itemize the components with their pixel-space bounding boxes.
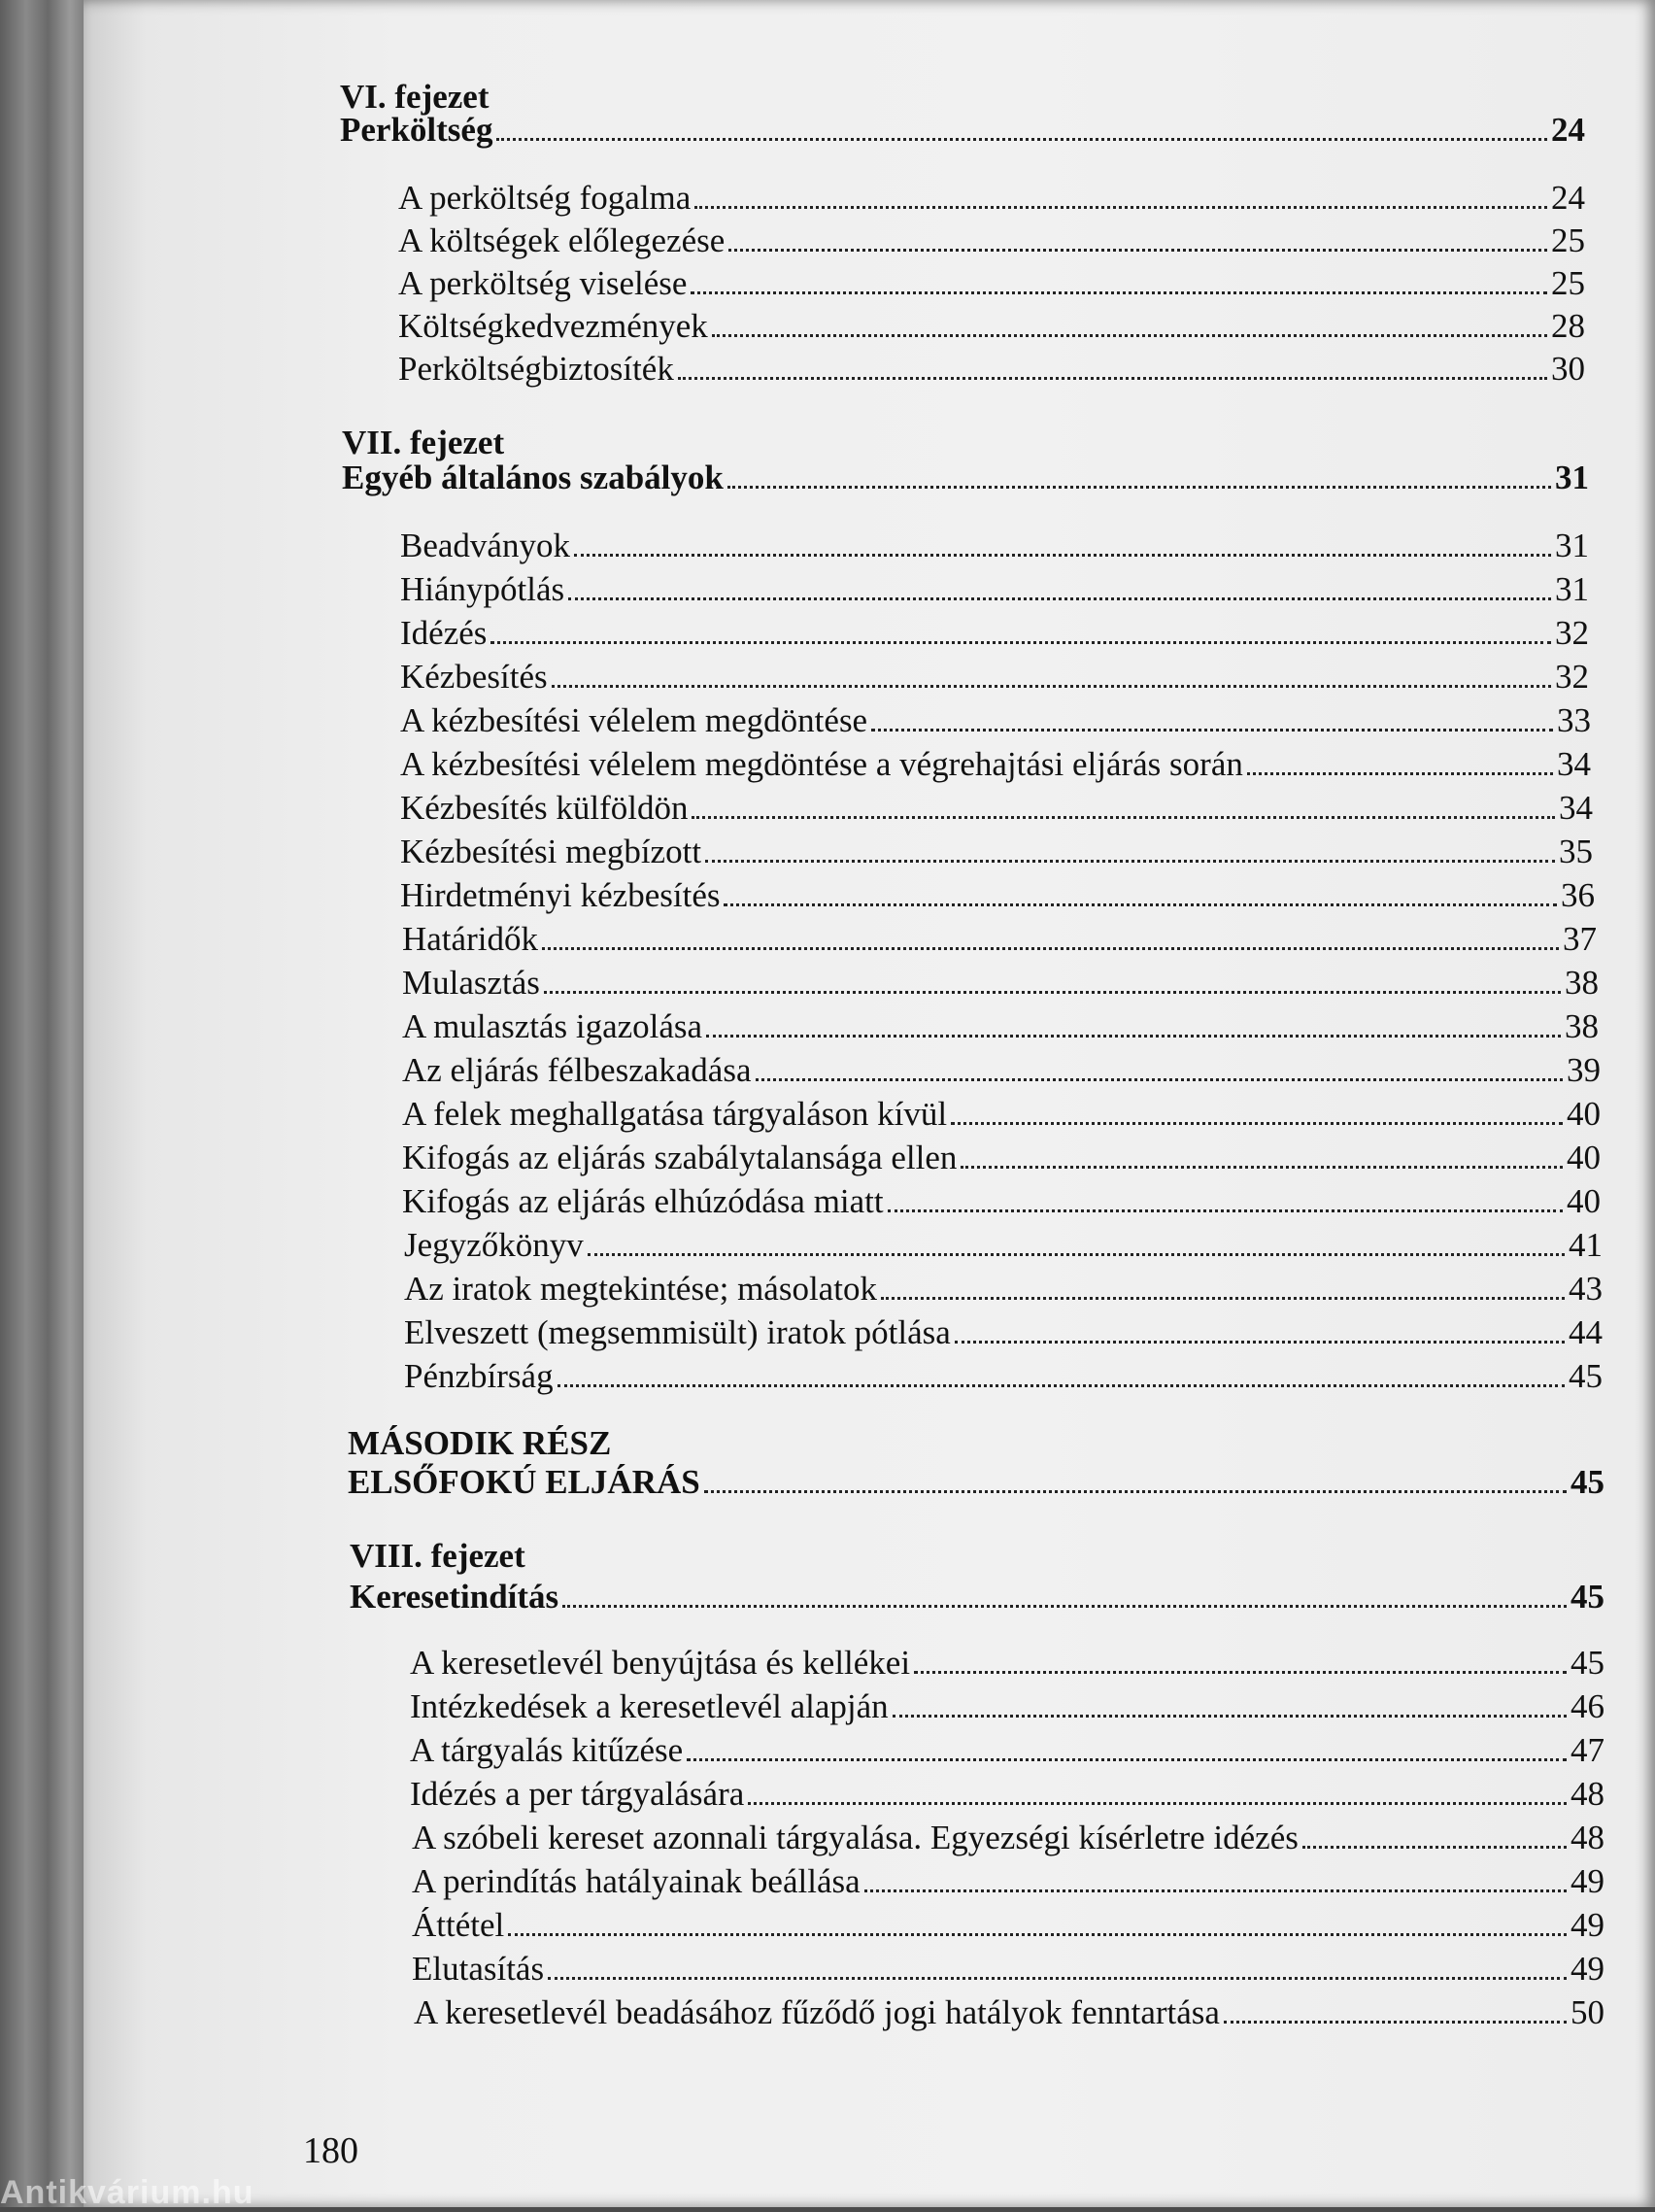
toc-page: 36: [1561, 876, 1595, 914]
dot-leader: [542, 922, 1559, 950]
toc-entry: [400, 525, 1589, 567]
toc-page: 30: [1551, 350, 1585, 388]
dot-leader: [678, 352, 1547, 380]
toc-page: 49: [1571, 1862, 1604, 1900]
toc-entry: [400, 831, 1593, 873]
chapter-label: VIII. fejezet: [350, 1537, 525, 1575]
chapter-heading: [340, 109, 1585, 152]
toc-title: Kézbesítés: [400, 658, 548, 696]
toc-entry: [404, 1355, 1603, 1398]
toc-title: A perköltség fogalma: [398, 179, 692, 217]
toc-entry: [398, 220, 1585, 262]
toc-page: 40: [1567, 1182, 1601, 1220]
dot-leader: [496, 113, 1547, 141]
dot-leader: [955, 1315, 1565, 1344]
toc-page: 43: [1569, 1270, 1603, 1308]
chapter-label: VII. fejezet: [342, 424, 505, 461]
toc-page: 45: [1571, 1644, 1604, 1682]
toc-entry: [412, 1948, 1604, 1991]
dot-leader: [961, 1140, 1563, 1169]
dot-leader: [748, 1777, 1567, 1805]
toc-page: 31: [1555, 527, 1589, 564]
toc-page: 38: [1565, 964, 1599, 1002]
dot-leader: [871, 703, 1553, 732]
dot-leader: [508, 1908, 1567, 1936]
toc-page: 48: [1571, 1819, 1604, 1856]
dot-leader: [727, 460, 1551, 489]
toc-title: Az iratok megtekintése; másolatok: [404, 1270, 877, 1308]
toc-entry: [402, 1049, 1601, 1092]
dot-leader: [728, 223, 1547, 252]
toc-entry: [412, 1817, 1604, 1859]
toc-entry: [414, 1991, 1604, 2034]
toc-page: 34: [1559, 789, 1593, 827]
toc-page: 25: [1551, 264, 1585, 302]
toc-title: Költségkedvezmények: [398, 307, 708, 345]
chapter-heading: [342, 457, 1589, 499]
toc-title: A költségek előlegezése: [398, 221, 726, 259]
toc-page: 24: [1551, 111, 1585, 149]
toc-page: 50: [1571, 1993, 1604, 2031]
dot-leader: [544, 966, 1561, 994]
toc-page: 28: [1551, 307, 1585, 345]
dot-leader: [1302, 1821, 1567, 1849]
toc-entry: [400, 787, 1593, 830]
chapter-label: VI. fejezet: [340, 78, 490, 116]
toc-entry: [402, 918, 1597, 961]
toc-title: A kézbesítési vélelem megdöntése a végrehajtási eljárás során: [400, 745, 1243, 783]
toc-entry: [412, 1860, 1604, 1903]
toc-page: 47: [1571, 1731, 1604, 1769]
toc-page: 31: [1555, 459, 1589, 496]
toc-entry: [404, 1268, 1603, 1310]
toc-title: Egyéb általános szabályok: [342, 459, 724, 496]
toc-title: Perköltség: [340, 111, 493, 149]
toc-entry: [410, 1773, 1604, 1816]
toc-page: 49: [1571, 1950, 1604, 1988]
toc-entry: [402, 1093, 1601, 1136]
toc-title: A keresetlevél benyújtása és kellékei: [410, 1644, 911, 1682]
toc-title: Kifogás az eljárás elhúzódása miatt: [402, 1182, 884, 1220]
toc-page: 34: [1557, 745, 1591, 783]
toc-entry: [400, 656, 1589, 698]
dot-leader: [1224, 1995, 1567, 2024]
dot-leader: [1247, 747, 1553, 775]
part-label: MÁSODIK RÉSZ: [348, 1424, 612, 1462]
toc-entry: [410, 1729, 1604, 1772]
toc-title: Kifogás az eljárás szabálytalansága ellen: [402, 1139, 958, 1176]
dot-leader: [691, 266, 1547, 294]
toc-title: Kézbesítési megbízott: [400, 833, 702, 870]
toc-page: 38: [1565, 1007, 1599, 1045]
toc-title: Mulasztás: [402, 964, 540, 1002]
dot-leader: [588, 1228, 1565, 1256]
toc-title: Elveszett (megsemmisült) iratok pótlása: [404, 1313, 951, 1351]
toc-title: Hirdetményi kézbesítés: [400, 876, 721, 914]
dot-leader: [756, 1053, 1563, 1081]
dot-leader: [574, 528, 1551, 557]
dot-leader: [568, 572, 1551, 600]
toc-title: A keresetlevél beadásához fűződő jogi hatályok fenntartása: [414, 1993, 1220, 2031]
toc-entry: [402, 1005, 1599, 1048]
toc-title: Kézbesítés külföldön: [400, 789, 689, 827]
toc-page: 40: [1567, 1095, 1601, 1133]
dot-leader: [705, 834, 1555, 863]
toc-entry: [402, 1137, 1601, 1179]
toc-entry: [400, 612, 1589, 655]
toc-entry: [400, 699, 1591, 742]
dot-leader: [712, 309, 1547, 337]
toc-title: Jegyzőkönyv: [404, 1226, 584, 1264]
toc-title: A mulasztás igazolása: [402, 1007, 703, 1045]
toc-page: 41: [1569, 1226, 1603, 1264]
toc-page: 40: [1567, 1139, 1601, 1176]
toc-page: 35: [1559, 833, 1593, 870]
toc-entry: [398, 348, 1585, 391]
toc-entry: [398, 262, 1585, 305]
dot-leader: [562, 1580, 1567, 1608]
dot-leader: [548, 1952, 1567, 1980]
part-heading: [348, 1461, 1604, 1504]
toc-title: ELSŐFOKÚ ELJÁRÁS: [348, 1463, 700, 1501]
toc-entry: [412, 1904, 1604, 1947]
toc-page: 37: [1563, 920, 1597, 958]
toc-entry: [400, 874, 1595, 917]
toc-title: Elutasítás: [412, 1950, 545, 1988]
dot-leader: [692, 791, 1555, 819]
dot-leader: [724, 878, 1557, 906]
toc-page: 31: [1555, 570, 1589, 608]
toc-page: 45: [1571, 1578, 1604, 1616]
toc-title: Idézés a per tárgyalására: [410, 1775, 745, 1813]
toc-entry: [398, 177, 1585, 220]
toc-page: 32: [1555, 658, 1589, 696]
dot-leader: [893, 1689, 1567, 1718]
dot-leader: [704, 1465, 1567, 1493]
toc-page: 44: [1569, 1313, 1603, 1351]
toc-title: Pénzbírság: [404, 1357, 554, 1395]
toc-entry: [402, 962, 1599, 1004]
toc-title: Keresetindítás: [350, 1578, 559, 1616]
toc-entry: [404, 1311, 1603, 1354]
toc-page: 49: [1571, 1906, 1604, 1944]
chapter-heading: [350, 1576, 1604, 1618]
toc-page: 24: [1551, 179, 1585, 217]
toc-title: Hiánypótlás: [400, 570, 565, 608]
toc-page: 39: [1567, 1051, 1601, 1089]
dot-leader: [552, 660, 1551, 688]
toc-page: 45: [1569, 1357, 1603, 1395]
toc-title: Határidők: [402, 920, 538, 958]
toc-entry: [400, 743, 1591, 786]
toc-entry: [400, 568, 1589, 611]
dot-leader: [881, 1272, 1565, 1300]
dot-leader: [888, 1184, 1563, 1212]
toc-entry: [404, 1224, 1603, 1267]
dot-leader: [694, 181, 1547, 209]
dot-leader: [951, 1097, 1563, 1125]
dot-leader: [490, 616, 1551, 644]
toc-page: 46: [1571, 1687, 1604, 1725]
dot-leader: [557, 1359, 1565, 1387]
toc-page: 45: [1571, 1463, 1604, 1501]
toc-page: 32: [1555, 614, 1589, 652]
toc-entry: [398, 305, 1585, 348]
toc-page: 25: [1551, 221, 1585, 259]
toc-title: Intézkedések a keresetlevél alapján: [410, 1687, 889, 1725]
toc-title: A kézbesítési vélelem megdöntése: [400, 701, 868, 739]
toc-entry: [402, 1180, 1601, 1223]
toc-title: Áttétel: [412, 1906, 505, 1944]
toc-title: Az eljárás félbeszakadása: [402, 1051, 752, 1089]
toc-title: A perindítás hatályainak beállása: [412, 1862, 861, 1900]
toc-page: 33: [1557, 701, 1591, 739]
toc-title: A perköltség viselése: [398, 264, 688, 302]
dot-leader: [687, 1733, 1567, 1761]
toc-entry: [410, 1685, 1604, 1728]
toc-title: A tárgyalás kitűzése: [410, 1731, 684, 1769]
toc-title: Perköltségbiztosíték: [398, 350, 674, 388]
page-number: 180: [303, 2130, 358, 2171]
toc-page: 48: [1571, 1775, 1604, 1813]
dot-leader: [706, 1009, 1561, 1038]
toc-entry: [410, 1642, 1604, 1685]
toc-title: Idézés: [400, 614, 488, 652]
dot-leader: [914, 1646, 1567, 1674]
dot-leader: [864, 1864, 1567, 1892]
toc-title: A szóbeli kereset azonnali tárgyalása. Egyezségi kísérletre idézés: [412, 1819, 1299, 1856]
watermark: Antikvárium.hu: [0, 2174, 254, 2211]
toc-title: Beadványok: [400, 527, 570, 564]
toc-title: A felek meghallgatása tárgyaláson kívül: [402, 1095, 948, 1133]
